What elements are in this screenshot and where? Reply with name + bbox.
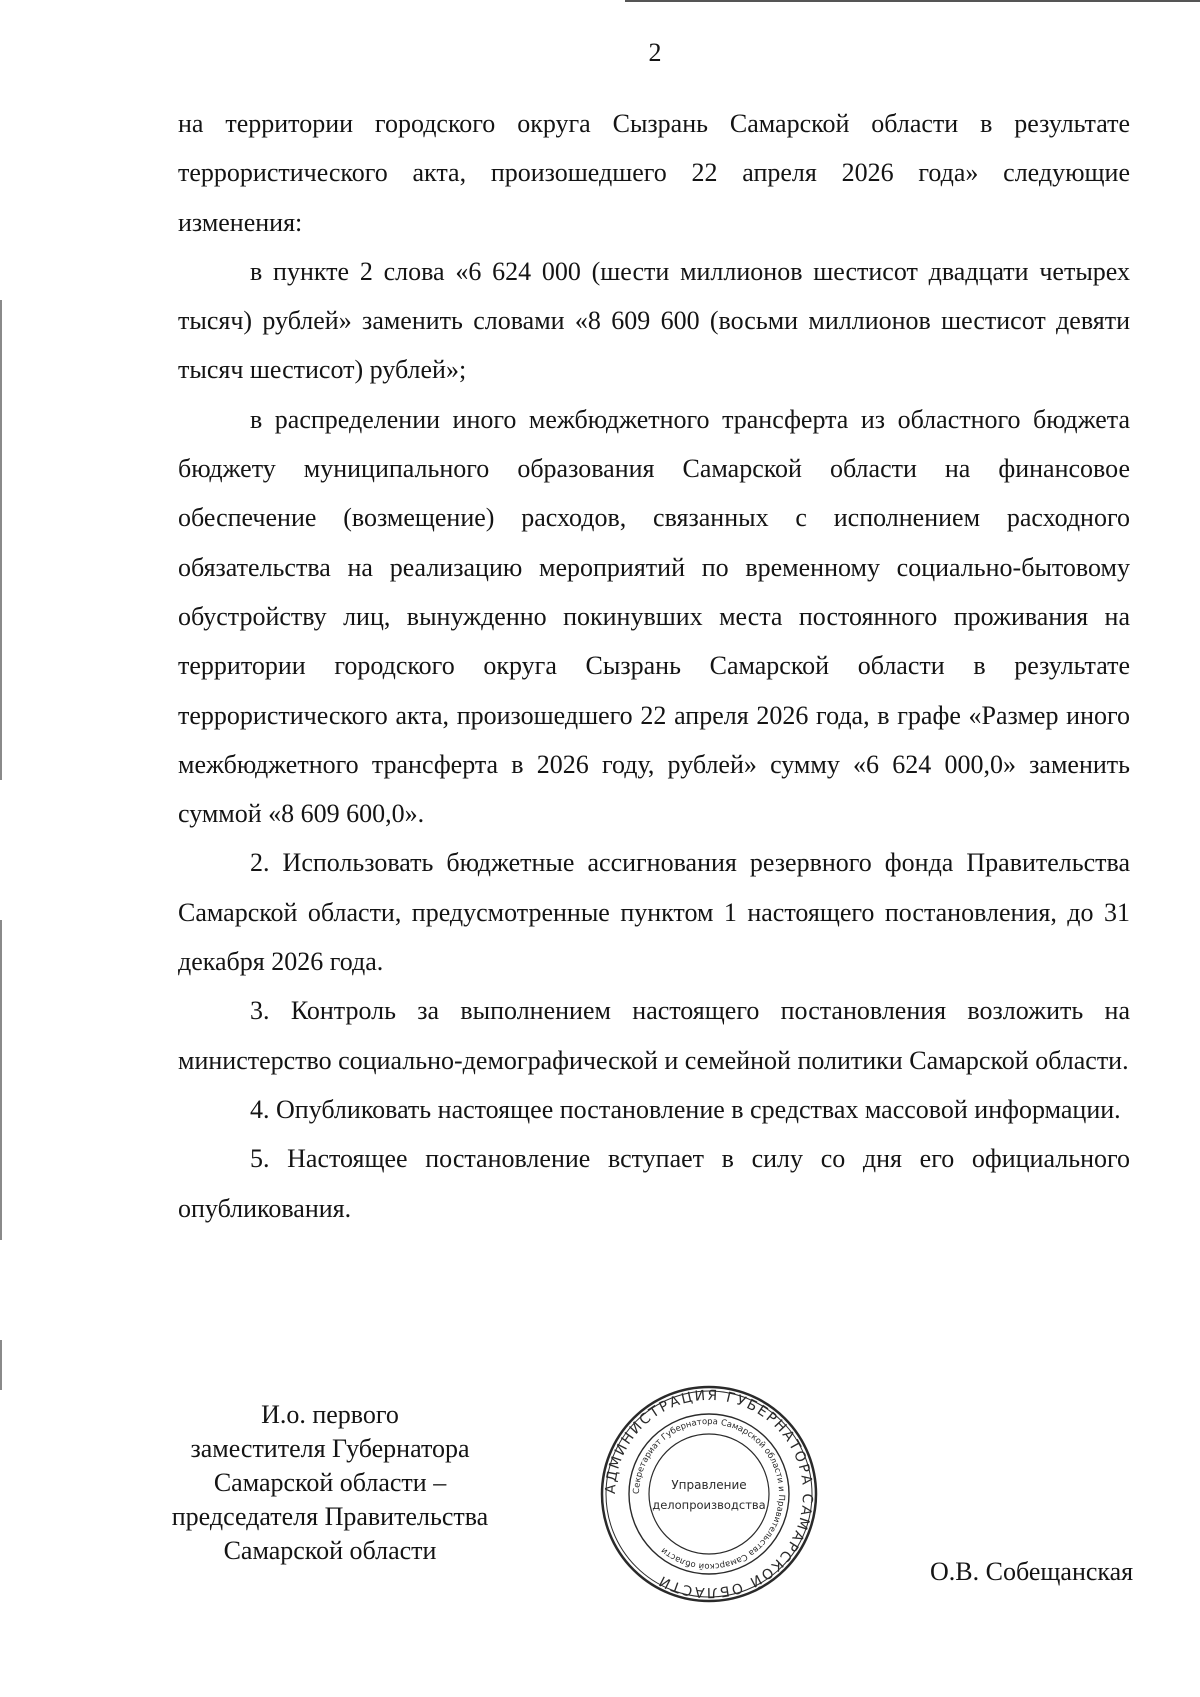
signatory-position (140, 1398, 520, 1568)
paragraph: в распределении иного межбюджетного трансферта из областного бюджета бюджету муниципального образования Самарской области на финансовое обеспечение (возмещение) расходов, связанных с исполнением расходного обязательства на реализацию мероприятий по временному социально-бытовому обустройству лиц, вынужденно покинувших места постоянного проживания на территории городского округа Сызрань Самарской области в результате террористического акта, произошедшего 22 апреля 2026 года, в графе «Размер иного межбюджетного трансферта в 2026 году, рублей» сумму «6 624 000,0» заменить суммой «8 609 600,0». (178, 404, 1130, 829)
scan-edge-left (0, 920, 2, 1240)
paragraph: 3. Контроль за выполнением настоящего постановления возложить на министерство социально-демографической и семейной политики Самарской области. (178, 996, 1130, 1075)
seal-outer-text: АДМИНИСТРАЦИЯ ГУБЕРНАТОРА САМАРСКОЙ ОБЛАСТИ (602, 1387, 816, 1601)
signatory-position-line: председателя Правительства (171, 1502, 489, 1531)
document-body (178, 99, 1130, 1233)
paragraph: на территории городского округа Сызрань Самарской области в результате террористического акта, произошедшего 22 апреля 2026 года» следующие изменения: (178, 109, 1130, 237)
scan-edge-left (0, 1340, 2, 1390)
paragraph: 5. Настоящее постановление вступает в силу со дня его официального опубликования. (178, 1144, 1130, 1223)
scan-edge-left (0, 300, 2, 780)
page-number: 2 (648, 38, 662, 67)
signatory-position-line: Самарской области – (213, 1468, 447, 1497)
paragraph: 2. Использовать бюджетные ассигнования резервного фонда Правительства Самарской области, предусмотренные пунктом 1 настоящего постановления, до 31 декабря 2026 года. (178, 848, 1130, 977)
scan-edge-top (625, 0, 1200, 2)
seal-center-text: делопроизводства (652, 1498, 766, 1512)
signatory-position-line: заместителя Губернатора (190, 1434, 470, 1463)
seal-center-text: Управление (671, 1478, 747, 1492)
signatory-position-line: И.о. первого (261, 1400, 399, 1429)
paragraph: 4. Опубликовать настоящее постановление в средствах массовой информации. (250, 1094, 1121, 1124)
signatory-position-line: Самарской области (223, 1536, 437, 1565)
paragraph: в пункте 2 слова «6 624 000 (шести миллионов шестисот двадцати четырех тысяч) рублей» заменить словами «8 609 600 (восьми миллионов шестисот девяти тысяч шестисот) рублей»; (178, 256, 1130, 385)
official-seal (598, 1383, 820, 1605)
seal-inner-text: Секретариат Губернатора Самарской области и Правительства Самарской области (631, 1416, 787, 1572)
signatory-name: О.В. Собещанская (930, 1557, 1134, 1586)
